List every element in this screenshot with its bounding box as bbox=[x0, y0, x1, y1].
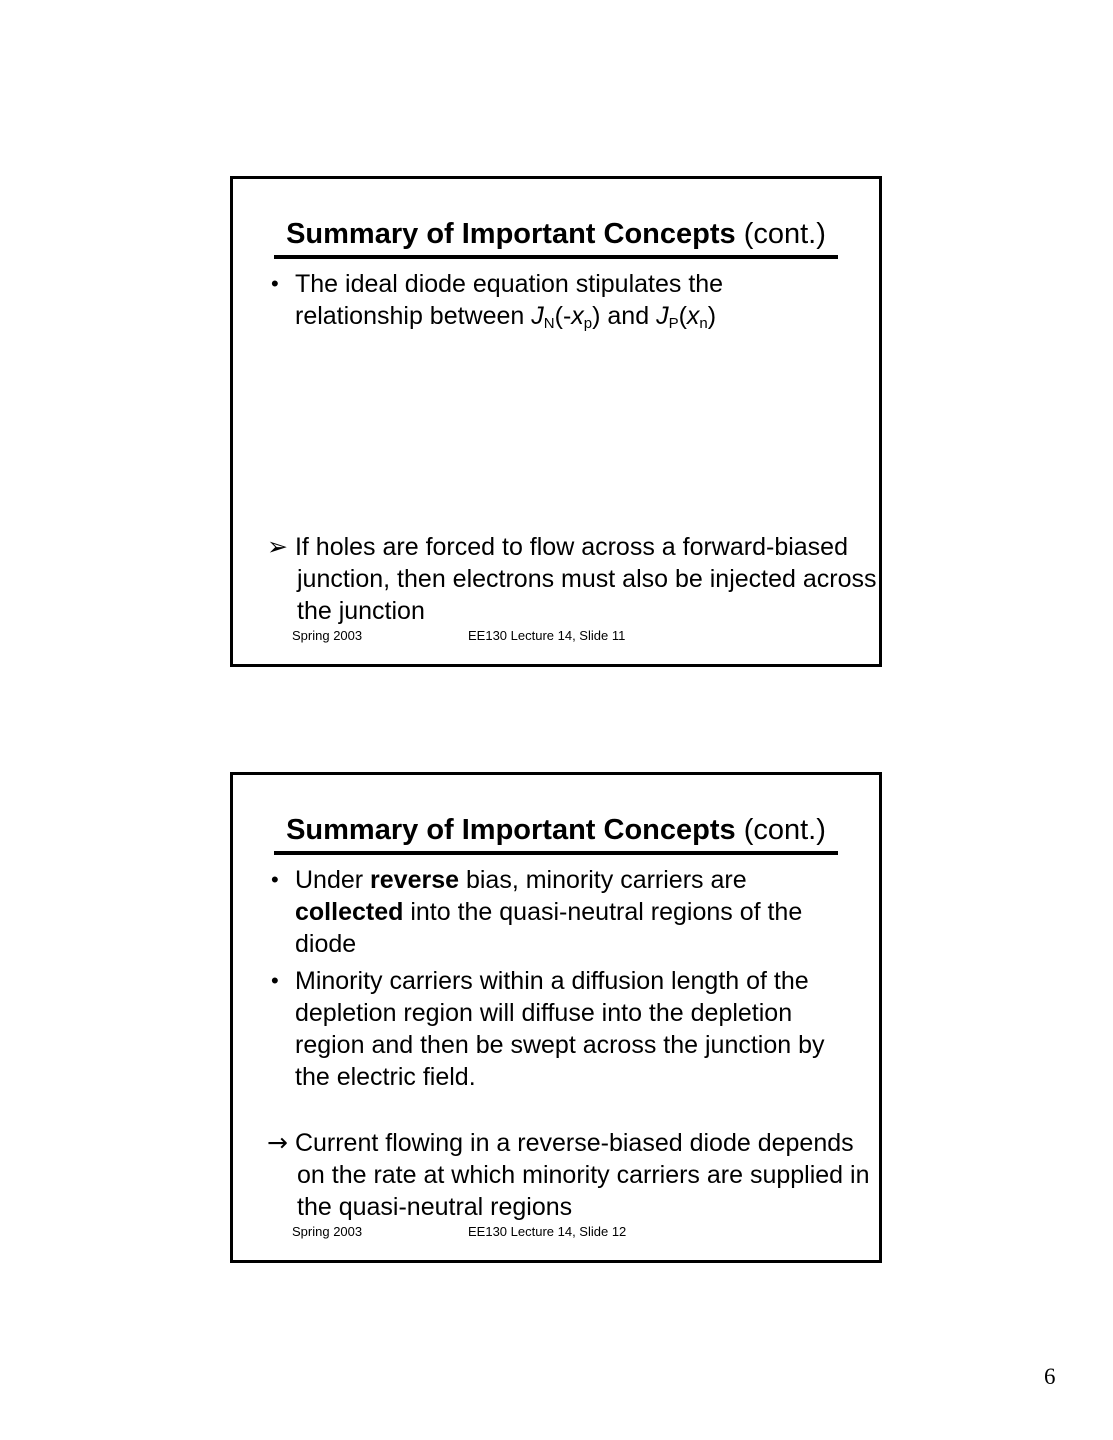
conclusion-text: Current flowing in a reverse-biased diode depends on the rate at which minority carriers are supplied in the quasi-neutral regions bbox=[294, 1129, 870, 1221]
conclusion-paragraph bbox=[267, 1127, 881, 1223]
footer-date: Spring 2003 bbox=[292, 628, 363, 643]
bullet-text: Under reverse bias, minority carriers are collected into the quasi-neutral regions of the diode bbox=[295, 866, 803, 958]
bullet-dot-icon: • bbox=[271, 968, 279, 993]
bullet-dot-icon: • bbox=[271, 271, 279, 296]
conclusion-paragraph bbox=[267, 531, 881, 627]
bullet-item bbox=[271, 864, 861, 960]
slide-title-bold: Summary of Important Concepts bbox=[286, 218, 736, 250]
bullet-item bbox=[271, 965, 861, 1093]
bullet-dot-icon: • bbox=[271, 867, 279, 892]
bullet-text: Minority carriers within a diffusion length of the depletion region will diffuse into the depletion region and then be swept across the junction by the electric field. bbox=[295, 967, 825, 1091]
slide-11 bbox=[230, 176, 882, 667]
slide-title bbox=[233, 813, 879, 855]
slide-title-underline bbox=[274, 813, 838, 855]
bullet-item bbox=[271, 268, 861, 332]
slide-body bbox=[271, 268, 861, 337]
footer-lecture-label: EE130 Lecture 14, Slide 11 bbox=[468, 628, 626, 643]
slide-12 bbox=[230, 772, 882, 1263]
slide-title-cont: (cont.) bbox=[735, 814, 826, 846]
right-arrow-icon: → bbox=[267, 1128, 288, 1157]
bullet-text: The ideal diode equation stipulates the relationship between $J_N(-x_p)$ and $J_P(x_n)$ bbox=[295, 270, 724, 332]
slide-title-bold: Summary of Important Concepts bbox=[286, 814, 736, 846]
slide-title-underline bbox=[274, 217, 838, 259]
slide-title bbox=[233, 217, 879, 259]
conclusion-text: If holes are forced to flow across a forward-biased junction, then electrons must also be injected across the junction bbox=[294, 533, 877, 625]
arrowhead-bullet-icon: ➢ bbox=[267, 532, 288, 561]
footer-lecture-label: EE130 Lecture 14, Slide 12 bbox=[468, 1224, 627, 1239]
footer-date: Spring 2003 bbox=[292, 1224, 363, 1239]
slide-body bbox=[271, 864, 861, 1098]
page-number: 6 bbox=[1044, 1364, 1056, 1389]
slide-title-cont: (cont.) bbox=[735, 218, 826, 250]
